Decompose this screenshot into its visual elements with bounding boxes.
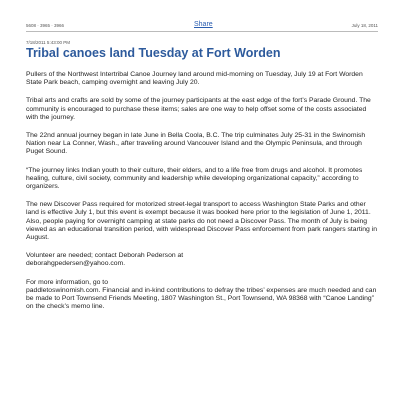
paragraph-more-info [26,279,378,312]
article-page [26,20,378,321]
top-date: July 18, 2011 [351,23,378,28]
contact-email: deborahgpedersen@yahoo.com. [26,260,126,268]
paragraph-text: paddletoswinomish.com. Financial and in-kind contributions to defray the tribes’ expenses are much needed and can be made to Port Townsend Friends Meeting, 1807 Washington St., Port Townsend, WA 98368 with “Canoe Landing” on the check’s memo line. [26,286,377,311]
paragraph-line: For more information, go to [26,278,108,286]
page-ids: 5608 · 3965 · 3966 [26,23,65,28]
paragraph-3 [26,132,378,157]
paragraph-2 [26,97,378,122]
paragraph-4 [26,167,378,192]
article-headline: Tribal canoes land Tuesday at Fort Worden [26,46,281,60]
paragraph-volunteer [26,252,378,268]
paragraph-text: Tribal arts and crafts are sold by some of the journey participants at the east edge of the fort’s Parade Ground. The community is encouraged to purchase these items; sales are one way to help offset some of the costs associated with the journey. [26,97,371,121]
paragraph-text: The new Discover Pass required for motorized street-legal transport to access Washington State Parks and other land is effective July 1, but this event is exempt because it was booked here prior to the legislation of June 1, 2011. Also, people paying for overnight camping at state parks do not need a Discover Pass. The month of July is being viewed as an educational transition period, with widespread Discover Pass enforcement from park rangers starting in August. [26,201,377,242]
share-link[interactable]: Share [194,21,213,28]
paragraph-text: “The journey links Indian youth to their culture, their elders, and to a life free from drugs and alcohol. It promotes healing, culture, civil society, community and leadership while developing organizational capacity,” according to organizers. [26,166,363,191]
top-bar [26,20,378,32]
paragraph-line: Volunteer are needed; contact Deborah Pederson at [26,252,184,260]
paragraph-5 [26,201,378,242]
paragraph-text: The 22nd annual journey began in late June in Bella Coola, B.C. The trip culminates July 25-31 in the Swinomish Nation near La Conner, Wash., after traveling around Vancouver Island and the Olympic Peninsula, and through Puget Sound. [26,132,366,156]
article-timestamp: 7/18/2011 5:43:00 PM [26,40,70,45]
paragraph-1 [26,71,378,87]
paragraph-text: Pullers of the Northwest Intertribal Canoe Journey land around mid-morning on Tuesday, July 19 at Fort Worden State Park beach, camping overnight and leaving July 20. [26,71,363,87]
